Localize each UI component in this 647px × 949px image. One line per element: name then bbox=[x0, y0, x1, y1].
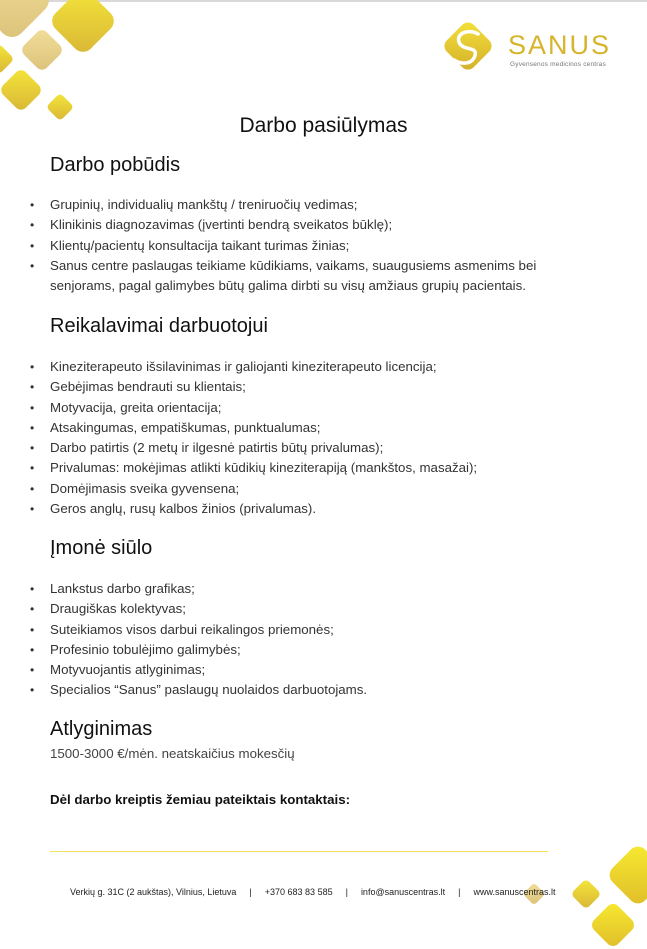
list-item: • Privalumas: mokėjimas atlikti kūdikių kineziterapiją (mankštos, masažai); bbox=[30, 458, 590, 478]
s-diamond-icon bbox=[438, 16, 498, 76]
list-item: • Geros anglų, rusų kalbos žinios (privalumas). bbox=[30, 499, 590, 519]
footer-separator: | bbox=[458, 887, 461, 897]
list-item: • Kineziterapeuto išsilavinimas ir galiojanti kineziterapeuto licencija; bbox=[30, 357, 590, 377]
section-heading-requirements: Reikalavimai darbuotojui bbox=[50, 315, 268, 337]
list-item: • Draugiškas kolektyvas; bbox=[30, 599, 590, 619]
footer-separator: | bbox=[345, 887, 348, 897]
contact-note: Dėl darbo kreiptis žemiau pateiktais kontaktais: bbox=[50, 792, 351, 807]
list-item: • Klientų/pacientų konsultacija taikant turimas žinias; bbox=[30, 236, 590, 256]
list-item: • Darbo patirtis (2 metų ir ilgesnė patirtis būtų privalumas); bbox=[30, 438, 590, 458]
sanus-logo bbox=[432, 12, 622, 82]
salary-text: 1500-3000 €/mėn. neatskaičius mokesčių bbox=[50, 746, 295, 761]
brand-name: SANUS bbox=[508, 30, 612, 60]
footer-email[interactable]: info@sanuscentras.lt bbox=[360, 887, 446, 897]
footer-separator: | bbox=[249, 887, 252, 897]
list-item: • Profesinio tobulėjimo galimybės; bbox=[30, 640, 590, 660]
offer-list bbox=[30, 579, 590, 701]
brand-tagline: Gyvensenos medicinos centras bbox=[510, 61, 606, 68]
footer-website[interactable]: www.sanuscentras.lt bbox=[473, 887, 556, 897]
list-item: • Atsakingumas, empatiškumas, punktualumas; bbox=[30, 418, 590, 438]
list-item: • Klinikinis diagnozavimas (įvertinti bendrą sveikatos būklę); bbox=[30, 215, 590, 235]
duties-list bbox=[30, 195, 590, 296]
list-item: • Grupinių, individualių mankštų / treniruočių vedimas; bbox=[30, 195, 590, 215]
footer-address: Verkių g. 31C (2 aukštas), Vilnius, Lietuva bbox=[70, 887, 237, 897]
list-item: • Motyvacija, greita orientacija; bbox=[30, 398, 590, 418]
list-item: • Specialios “Sanus” paslaugų nuolaidos darbuotojams. bbox=[30, 680, 590, 700]
section-heading-offer: Įmonė siūlo bbox=[50, 537, 153, 559]
section-heading-duties: Darbo pobūdis bbox=[50, 154, 181, 176]
list-item: • Suteikiamos visos darbui reikalingos priemonės; bbox=[30, 620, 590, 640]
section-heading-salary: Atlyginimas bbox=[50, 718, 153, 740]
list-item: • Lankstus darbo grafikas; bbox=[30, 579, 590, 599]
list-item: • Motyvuojantis atlyginimas; bbox=[30, 660, 590, 680]
page-title: Darbo pasiūlymas bbox=[239, 114, 408, 137]
footer-divider bbox=[50, 851, 548, 852]
requirements-list bbox=[30, 357, 590, 519]
list-item: • Gebėjimas bendrauti su klientais; bbox=[30, 377, 590, 397]
list-item: • Sanus centre paslaugas teikiame kūdikiams, vaikams, suaugusiems asmenims bei senjorams, pagal galimybes būtų galima dirbti su visų amžiaus grupių pacientais. bbox=[30, 256, 590, 297]
footer-phone[interactable]: +370 683 83 585 bbox=[264, 887, 333, 897]
list-item: • Domėjimasis sveika gyvensena; bbox=[30, 479, 590, 499]
footer-contacts bbox=[70, 887, 556, 897]
